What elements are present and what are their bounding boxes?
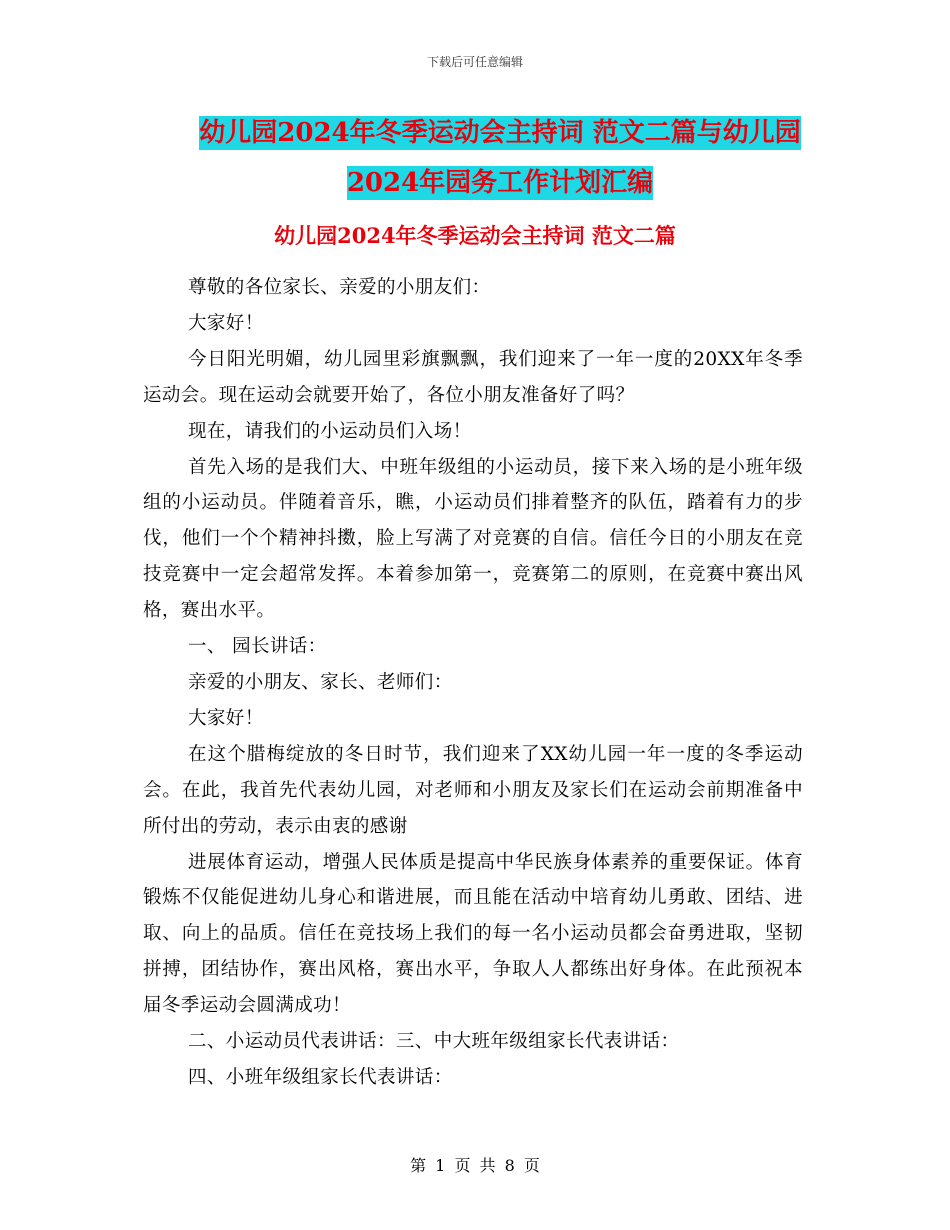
- paragraph: 四、小班年级组家长代表讲话：: [188, 1066, 453, 1088]
- paragraph: 今日阳光明媚，幼儿园里彩旗飘飘，我们迎来了一年一度的20XX年冬季运动会。现在运动会就要开始了，各位小朋友准备好了吗？: [143, 348, 803, 406]
- page-footer: 第 1 页 共 8 页: [410, 1156, 540, 1175]
- paragraph: 现在，请我们的小运动员们入场！: [188, 420, 472, 442]
- main-title-line-1: 幼儿园2024年冬季运动会主持词 范文二篇与幼儿园: [199, 118, 801, 148]
- paragraph: 在这个腊梅绽放的冬日时节，我们迎来了XX幼儿园一年一度的冬季运动会。在此，我首先代表幼儿园，对老师和小朋友及家长们在运动会前期准备中所付出的劳动，表示由衷的感谢: [143, 743, 803, 837]
- paragraph: 尊敬的各位家长、亲爱的小朋友们：: [188, 277, 491, 298]
- paragraph: 大家好！: [188, 707, 264, 729]
- paragraph: 大家好！: [188, 312, 264, 334]
- main-title: [150, 108, 850, 208]
- paragraph: 首先入场的是我们大、中班年级组的小运动员，接下来入场的是小班年级组的小运动员。伴随着音乐，瞧，小运动员们排着整齐的队伍，踏着有力的步伐，他们一个个精神抖擞，脸上写满了对竞赛的自信。信任今日的小朋友在竞技竞赛中一定会超常发挥。本着参加第一，竞赛第二的原则，在竞赛中赛出风格，赛出水平。: [143, 456, 803, 622]
- body-text: [143, 270, 803, 1096]
- header-note: 下载后可任意编辑: [426, 55, 523, 69]
- section-title: 幼儿园2024年冬季运动会主持词 范文二篇: [274, 223, 676, 248]
- paragraph: 进展体育运动，增强人民体质是提高中华民族身体素养的重要保证。体育锻炼不仅能促进幼儿身心和谐进展，而且能在活动中培育幼儿勇敢、团结、进取、向上的品质。信任在竞技场上我们的每一名小运动员都会奋勇进取，坚韧拼搏，团结协作，赛出风格，赛出水平，争取人人都练出好身体。在此预祝本届冬季运动会圆满成功！: [143, 851, 803, 1017]
- paragraph: 一、 园长讲话：: [188, 636, 327, 658]
- paragraph: 亲爱的小朋友、家长、老师们：: [188, 671, 453, 693]
- main-title-line-2: 2024年园务工作计划汇编: [346, 168, 654, 198]
- paragraph: 二、小运动员代表讲话：三、中大班年级组家长代表讲话：: [188, 1031, 680, 1053]
